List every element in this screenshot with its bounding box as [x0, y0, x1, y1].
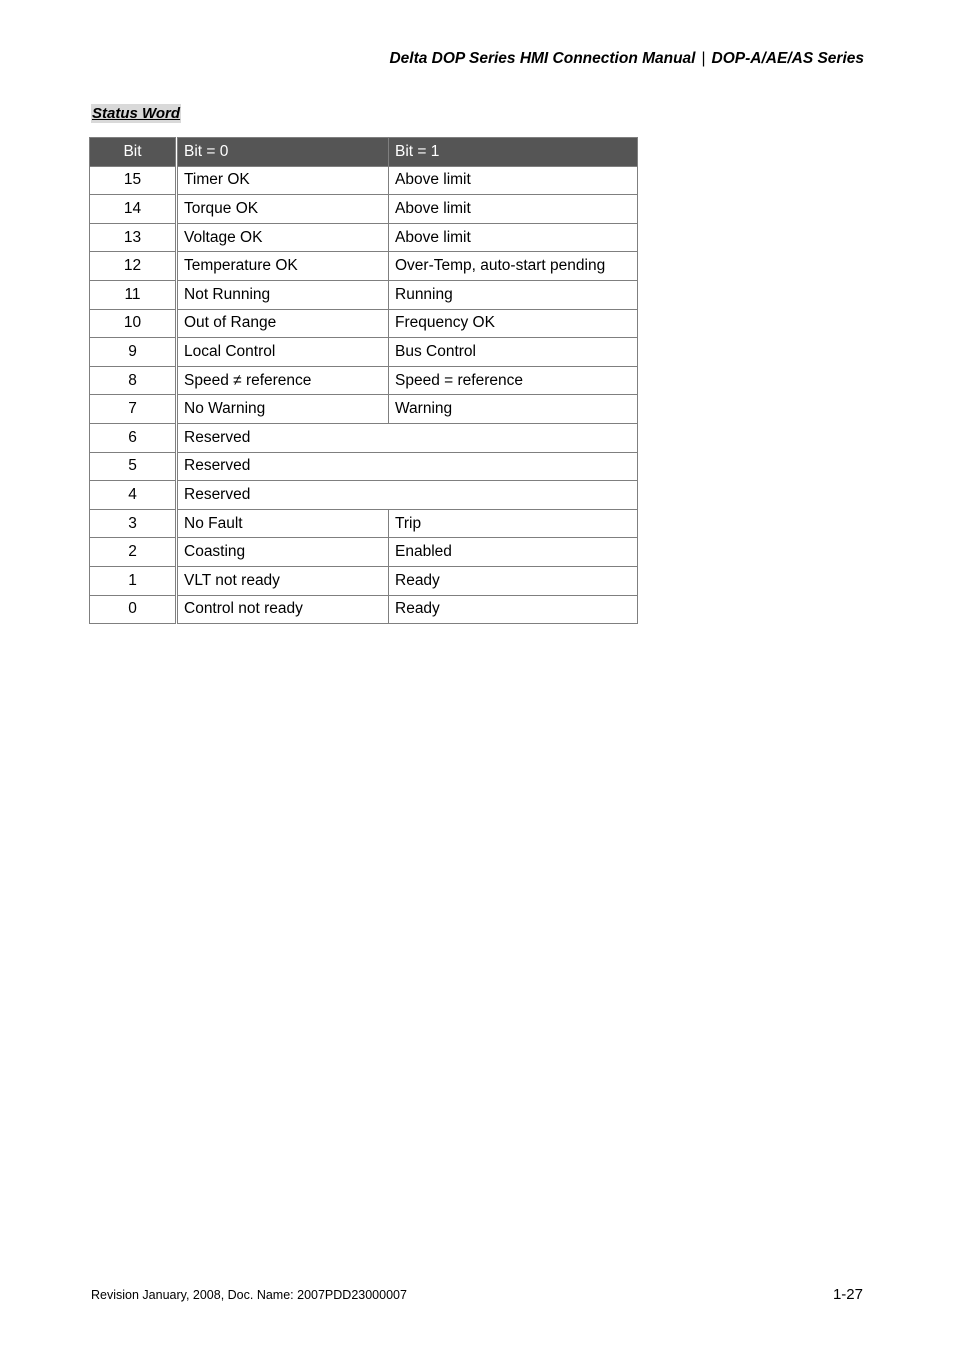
bit-zero-cell: Temperature OK — [177, 252, 389, 281]
bit-one-cell: Ready — [389, 595, 638, 624]
table-row — [90, 166, 638, 195]
manual-title: Delta DOP Series HMI Connection Manual — [389, 50, 696, 67]
table-row — [90, 223, 638, 252]
table-row — [90, 423, 638, 452]
footer-revision: Revision January, 2008, Doc. Name: 2007PDD23000007 — [91, 1288, 407, 1302]
bit-one-cell: Running — [389, 280, 638, 309]
status-word-table — [89, 137, 638, 624]
bit-one-cell: Above limit — [389, 195, 638, 224]
bit-one-cell: Bus Control — [389, 338, 638, 367]
table-row — [90, 395, 638, 424]
bit-zero-cell: Local Control — [177, 338, 389, 367]
bit-zero-cell: Reserved — [177, 423, 638, 452]
header-separator: | — [701, 50, 706, 67]
bit-one-cell: Above limit — [389, 223, 638, 252]
bit-number-cell: 14 — [90, 195, 177, 224]
bit-zero-cell: VLT not ready — [177, 566, 389, 595]
bit-one-cell: Warning — [389, 395, 638, 424]
bit-one-cell: Speed = reference — [389, 366, 638, 395]
table-row — [90, 195, 638, 224]
table-row — [90, 566, 638, 595]
page-header — [389, 50, 864, 68]
bit-number-cell: 10 — [90, 309, 177, 338]
bit-number-cell: 2 — [90, 538, 177, 567]
bit-zero-cell: Control not ready — [177, 595, 389, 624]
bit-zero-cell: Reserved — [177, 481, 638, 510]
table-row — [90, 338, 638, 367]
bit-zero-cell: Voltage OK — [177, 223, 389, 252]
bit-one-cell: Trip — [389, 509, 638, 538]
bit-zero-cell: Speed ≠ reference — [177, 366, 389, 395]
bit-zero-cell: No Warning — [177, 395, 389, 424]
bit-number-cell: 7 — [90, 395, 177, 424]
table-row — [90, 538, 638, 567]
column-header-bit-one: Bit = 1 — [389, 138, 638, 167]
table-row — [90, 595, 638, 624]
bit-number-cell: 8 — [90, 366, 177, 395]
section-title: Status Word — [92, 105, 181, 122]
table-row — [90, 252, 638, 281]
column-header-bit: Bit — [90, 138, 177, 167]
table-row — [90, 366, 638, 395]
bit-zero-cell: Out of Range — [177, 309, 389, 338]
column-header-bit-zero: Bit = 0 — [177, 138, 389, 167]
bit-number-cell: 13 — [90, 223, 177, 252]
bit-number-cell: 12 — [90, 252, 177, 281]
bit-number-cell: 3 — [90, 509, 177, 538]
bit-number-cell: 0 — [90, 595, 177, 624]
bit-number-cell: 11 — [90, 280, 177, 309]
bit-one-cell: Enabled — [389, 538, 638, 567]
bit-one-cell: Ready — [389, 566, 638, 595]
bit-zero-cell: Torque OK — [177, 195, 389, 224]
bit-number-cell: 1 — [90, 566, 177, 595]
bit-zero-cell: Reserved — [177, 452, 638, 481]
table-row — [90, 280, 638, 309]
bit-number-cell: 6 — [90, 423, 177, 452]
bit-number-cell: 9 — [90, 338, 177, 367]
table-row — [90, 509, 638, 538]
bit-one-cell: Frequency OK — [389, 309, 638, 338]
table-row — [90, 481, 638, 510]
bit-number-cell: 15 — [90, 166, 177, 195]
bit-zero-cell: Not Running — [177, 280, 389, 309]
bit-zero-cell: No Fault — [177, 509, 389, 538]
bit-zero-cell: Coasting — [177, 538, 389, 567]
bit-number-cell: 5 — [90, 452, 177, 481]
series-name: DOP-A/AE/AS Series — [711, 50, 864, 67]
table-body — [90, 166, 638, 624]
table-header-row — [90, 138, 638, 167]
bit-zero-cell: Timer OK — [177, 166, 389, 195]
table-row — [90, 309, 638, 338]
table-row — [90, 452, 638, 481]
bit-one-cell: Above limit — [389, 166, 638, 195]
page-number: 1-27 — [832, 1286, 863, 1303]
bit-one-cell: Over-Temp, auto-start pending — [389, 252, 638, 281]
bit-number-cell: 4 — [90, 481, 177, 510]
